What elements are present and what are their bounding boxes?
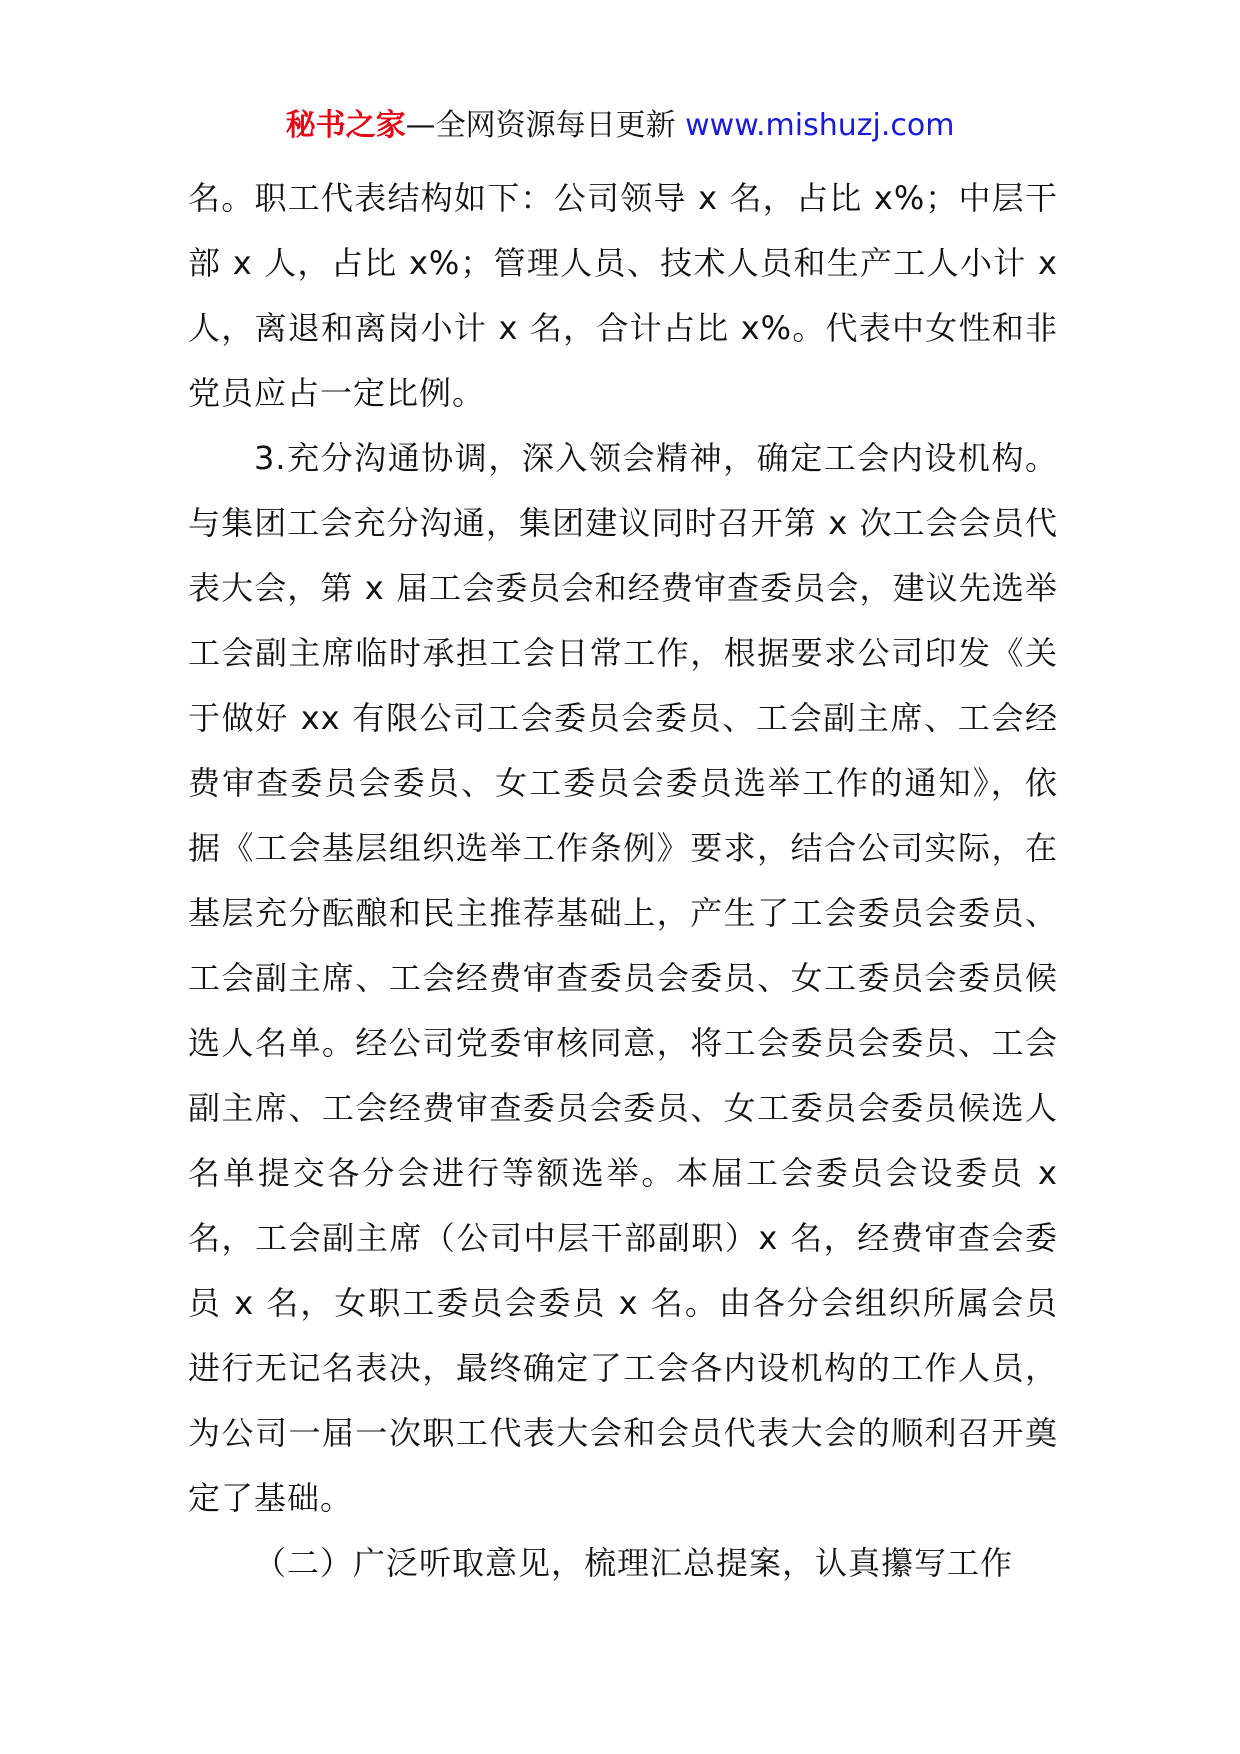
site-brand: 秘书之家 [285,108,406,143]
document-body [188,166,1058,1596]
paragraph-section-3: 3.充分沟通协调，深入领会精神，确定工会内设机构。与集团工会充分沟通，集团建议同时召开第 x 次工会会员代表大会，第 x 届工会委员会和经费审查委员会，建议先选举工会副主席临时承担工会日常工作，根据要求公司印发《关于做好 xx 有限公司工会委员会委员、工会副主席、工会经费审查委员会委员、女工委员会委员选举工作的通知》，依据《工会基层组织选举工作条例》要求，结合公司实际，在基层充分酝酿和民主推荐基础上，产生了工会委员会委员、工会副主席、工会经费审查委员会委员、女工委员会委员候选人名单。经公司党委审核同意，将工会委员会委员、工会副主席、工会经费审查委员会委员、女工委员会委员候选人名单提交各分会进行等额选举。本届工会委员会设委员 x 名，工会副主席（公司中层干部副职）x 名，经费审查会委员 x 名，女职工委员会委员 x 名。由各分会组织所属会员进行无记名表决，最终确定了工会各内设机构的工作人员，为公司一届一次职工代表大会和会员代表大会的顺利召开奠定了基础。 [188,439,1058,1517]
site-tagline: —全网资源每日更新 [405,108,676,143]
paragraph-section-heading-2: （二）广泛听取意见，梳理汇总提案，认真攥写工作 [254,1544,1014,1582]
site-url-link[interactable]: www.mishuzj.com [685,108,955,143]
page-header [0,104,1240,148]
paragraph-continuation: 名。职工代表结构如下：公司领导 x 名，占比 x%；中层干部 x 人，占比 x%；管理人员、技术人员和生产工人小计 x 人，离退和离岗小计 x 名，合计占比 x%。代表中女性和非党员应占一定比例。 [188,179,1058,412]
